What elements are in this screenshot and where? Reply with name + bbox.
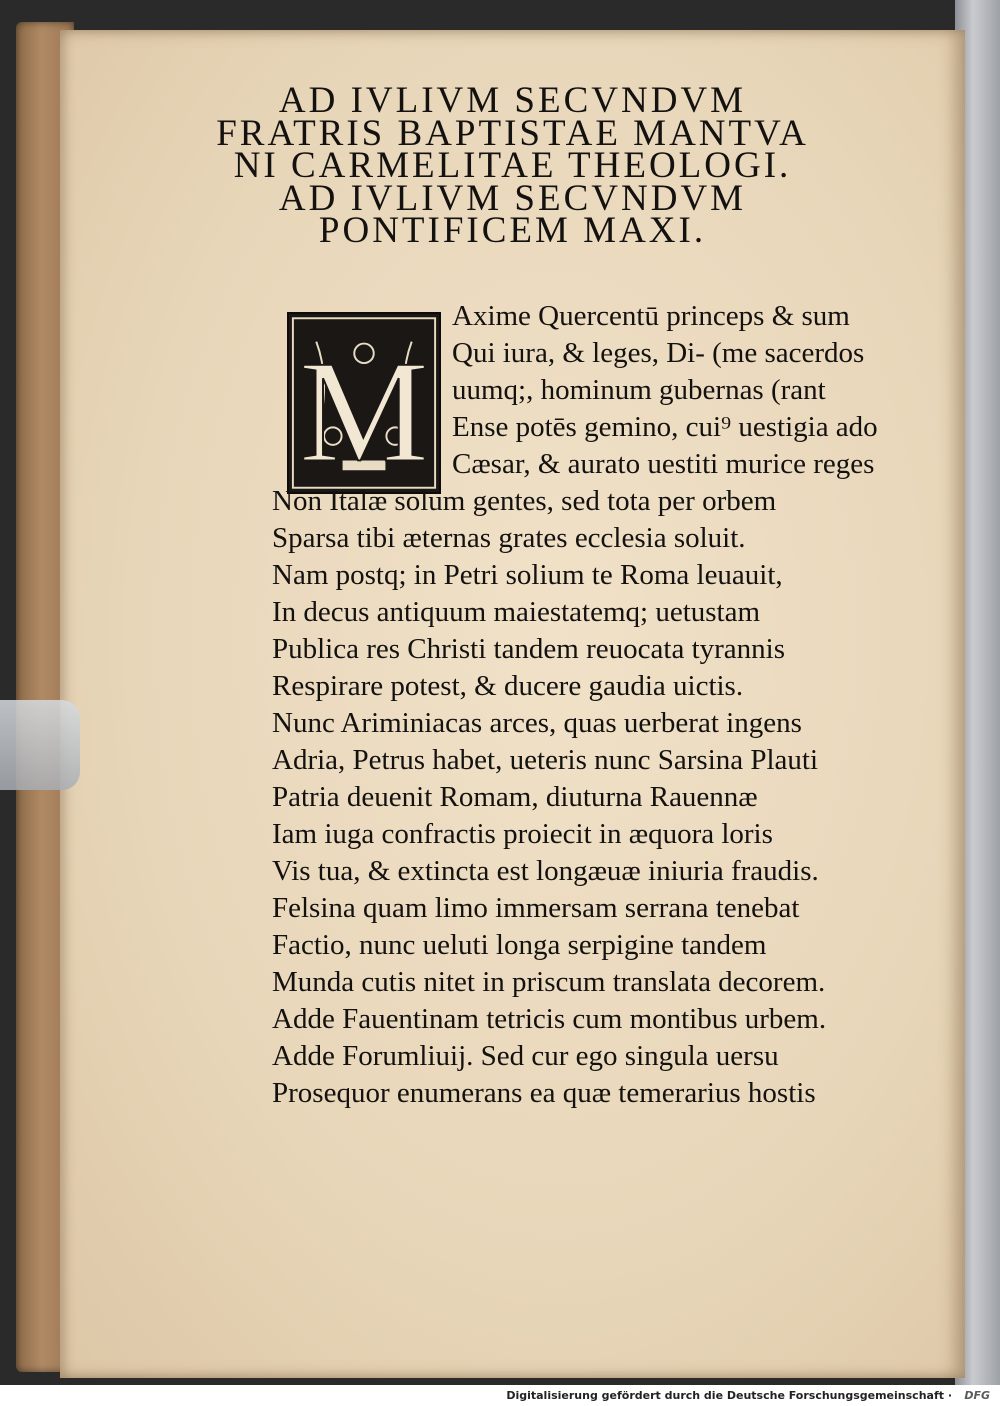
verse-text [60, 30, 965, 1378]
title-line: PONTIFICEM MAXI. [318, 210, 707, 251]
verse-line: Nunc Ariminiacas arces, quas uerberat ingens [272, 707, 802, 739]
page-clip [0, 700, 80, 790]
verse-line: In decus antiquum maiestatemq; uetustam [272, 596, 761, 628]
verse-line: Munda cutis nitet in priscum translata decorem. [272, 966, 826, 998]
verse-line: Adde Fauentinam tetricis cum montibus urbem. [272, 1003, 827, 1035]
initial-letter: M [299, 330, 429, 492]
verse-line: Qui iura, & leges, Di‑ (me sacerdos [452, 337, 865, 369]
verse-line: Cæsar, & aurato uestiti murice reges [452, 448, 875, 480]
title-line: AD IVLIVM SECVNDVM [278, 80, 747, 121]
verse-line: uumq;, hominum gubernas (rant [452, 374, 826, 406]
verse-line: Prosequor enumerans ea quæ temerarius hostis [272, 1077, 816, 1109]
title-line: FRATRIS BAPTISTAE MANTVA [216, 112, 809, 154]
title-line: NI CARMELITAE THEOLOGI. [233, 145, 792, 186]
verse-line: Patria deuenit Romam, diuturna Rauennæ [272, 781, 758, 813]
verse-line: Felsina quam limo immersam serrana tenebat [272, 892, 800, 924]
verse-line: Respirare potest, & ducere gaudia uictis. [272, 670, 744, 702]
verse-line: Adria, Petrus habet, ueteris nunc Sarsina Plauti [272, 744, 819, 776]
book-page [60, 30, 965, 1378]
verse-line: Nam postq; in Petri solium te Roma leuauit, [272, 559, 783, 591]
title-line: AD IVLIVM SECVNDVM [278, 177, 747, 219]
verse-line: Iam iuga confractis proiecit in æquora loris [272, 818, 773, 850]
verse-line: Axime Quercentū princeps & sum [452, 300, 850, 332]
verse-line: Ense potēs gemino, cui⁹ uestigia ado [452, 411, 878, 443]
funding-credit: Digitalisierung gefördert durch die Deutsche Forschungsgemeinschaft · [506, 1389, 952, 1402]
verse-line: Adde Forumliuij. Sed cur ego singula uersu [272, 1040, 779, 1072]
verse-line: Sparsa tibi æternas grates ecclesia soluit. [272, 522, 746, 554]
dfg-logo: DFG [964, 1389, 990, 1402]
footer-bar [0, 1385, 1000, 1406]
verse-line: Factio, nunc ueluti longa serpigine tandem [272, 929, 767, 961]
verse-line: Vis tua, & extincta est longæuæ iniuria fraudis. [272, 855, 819, 887]
verse-line: Publica res Christi tandem reuocata tyrannis [272, 633, 785, 665]
verse-line: Non Italæ solum gentes, sed tota per orbem [272, 485, 777, 517]
